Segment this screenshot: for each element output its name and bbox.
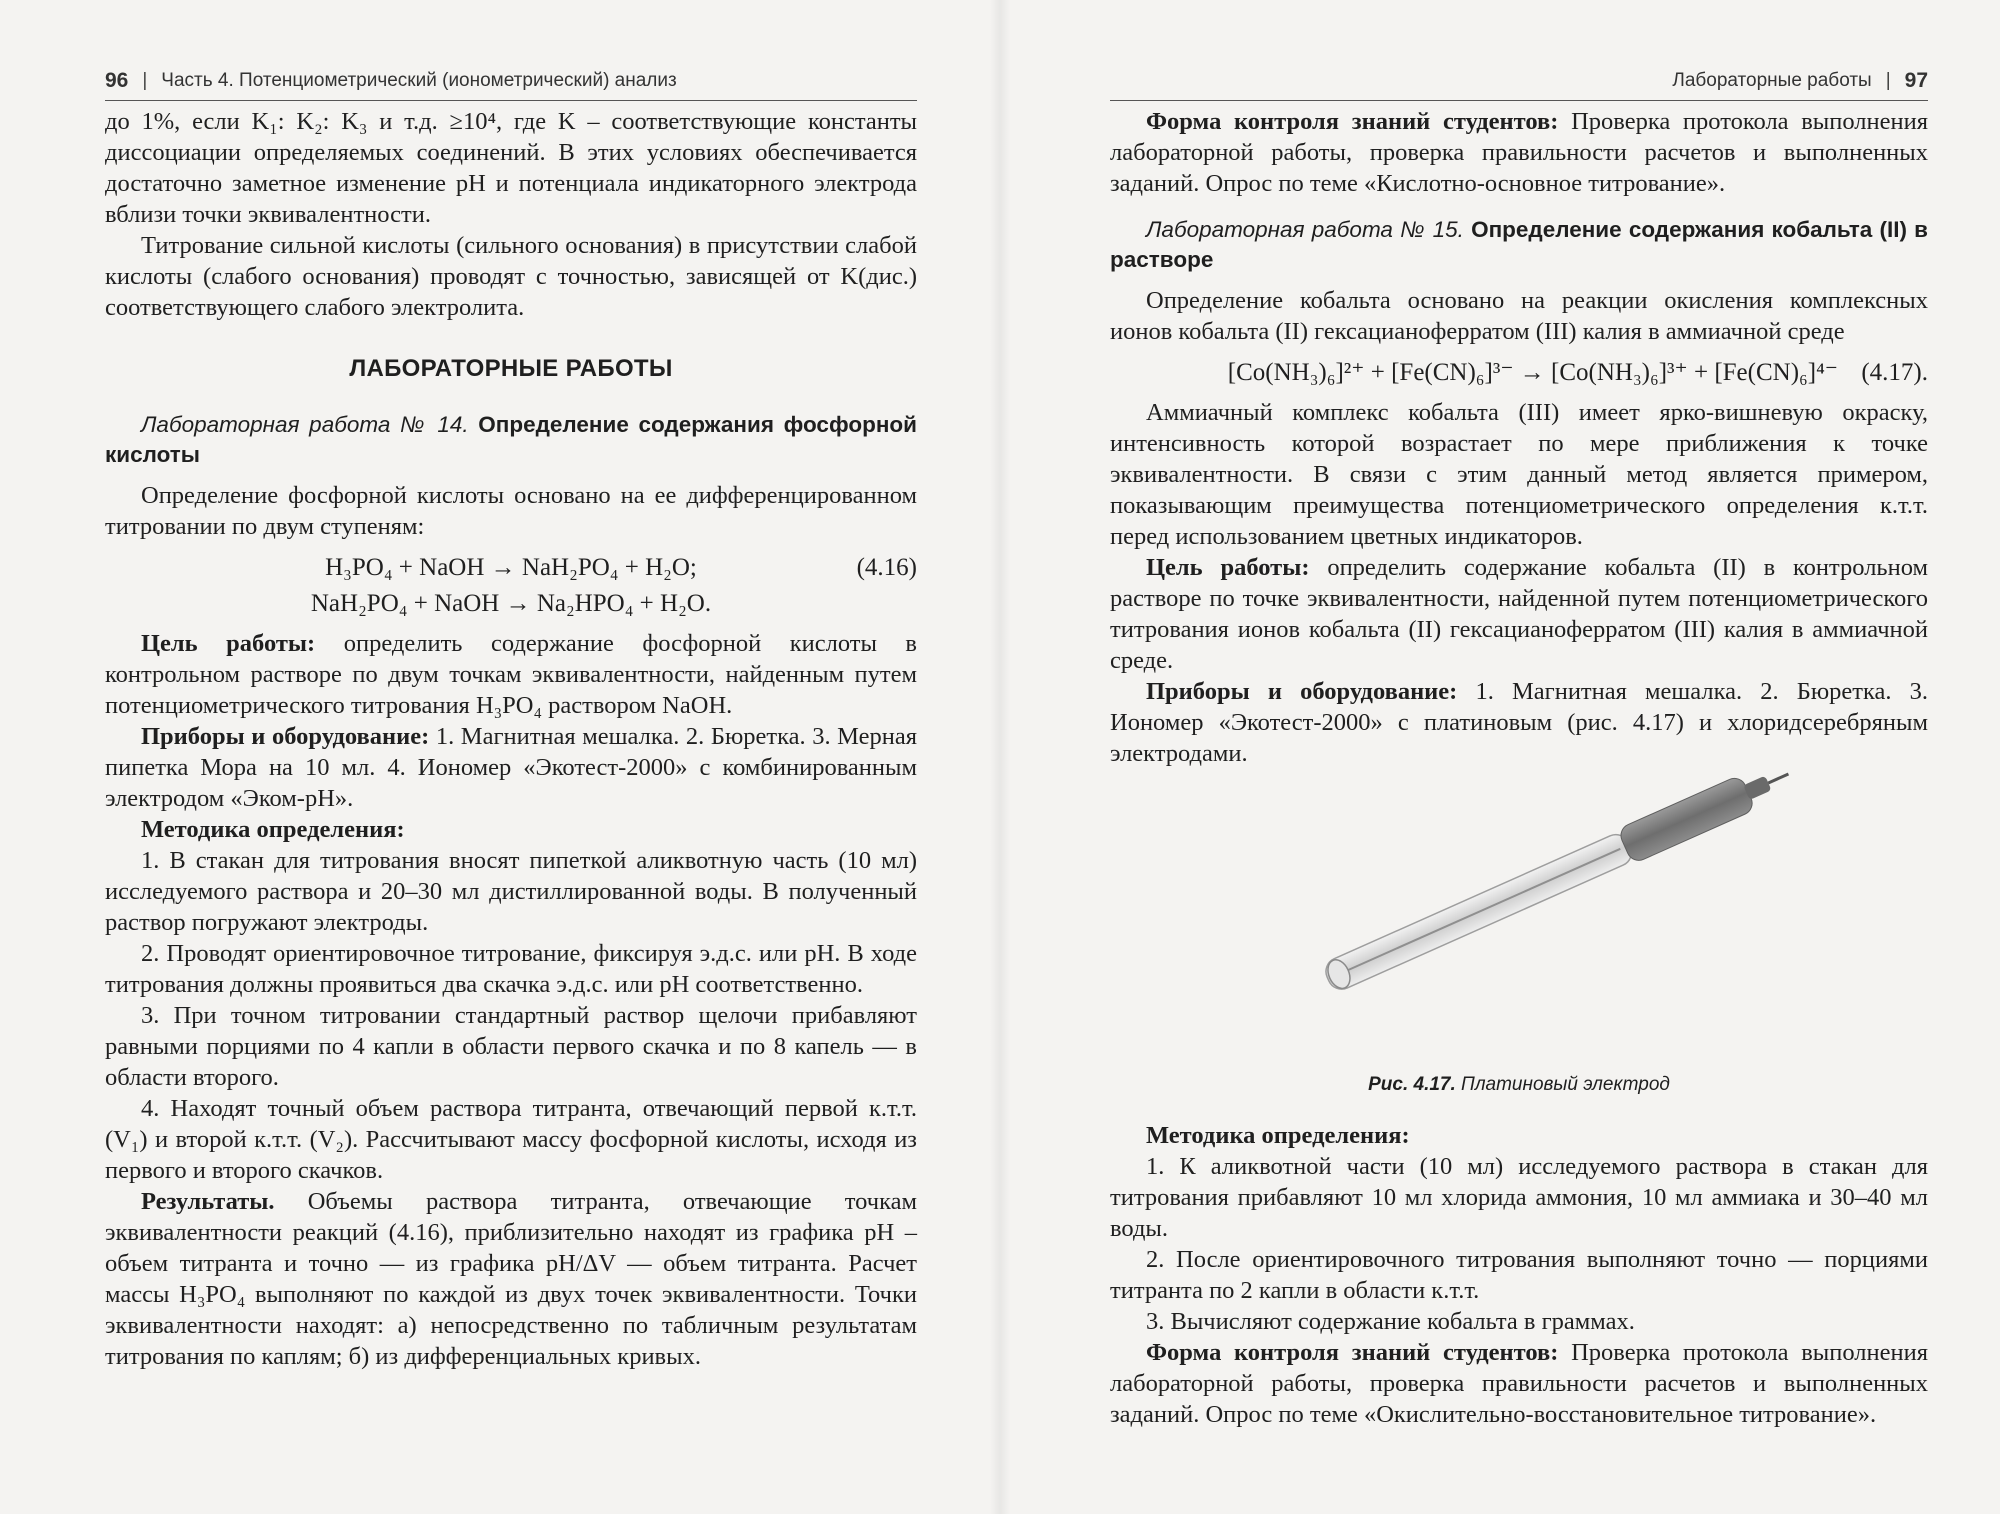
platinum-electrode-illustration [1110, 769, 1928, 1069]
method-step: 2. После ориентировочного титрования выполняют точно — порциями титранта по 2 капли в области к.т.т. [1110, 1246, 1928, 1304]
right-page-header [1110, 62, 1928, 101]
goal-paragraph [1110, 552, 1928, 676]
lab-14-title [105, 410, 917, 470]
control-text: Проверка протокола выполнения лабораторной работы, проверка правильности расчетов и выполненных заданий. Опрос по теме «Окислительно-восстановительное титрование». [1110, 1339, 1928, 1428]
equation-4-16 [105, 550, 917, 586]
equation-line: [Co(NH₃)₆]²⁺ + [Fe(CN)₆]³⁻ → [Co(NH₃)₆]³⁺ + [Fe(CN)₆]⁴⁻ [1227, 359, 1838, 386]
method-step: 3. При точном титровании стандартный раствор щелочи прибавляют равными порциями по 4 капли в области первого скачка и по 8 капель — в области второго. [105, 1002, 917, 1091]
goal-label: Цель работы: [1146, 554, 1310, 581]
method-label: Методика определения: [1146, 1122, 1410, 1149]
paragraph: Аммиачный комплекс кобальта (III) имеет ярко-вишневую окраску, интенсивность которой возрастает по мере приближения к точке эквивалентности. В связи с этим данный метод является примером, показывающим преимущества потенциометрического определения к.т.т. перед использованием цветных индикаторов. [1110, 399, 1928, 550]
goal-text: определить содержание фосфорной кислоты в контрольном растворе по двум точкам эквивалентности, найденным путем потенциометрического титрования H₃PO₄ раствором NaOH. [105, 630, 918, 719]
method-step: 2. Проводят ориентировочное титрование, фиксируя э.д.с. или pH. В ходе титрования должны проявиться два скачка э.д.с. или pH соответственно. [105, 940, 917, 998]
equation-line: H₃PO₄ + NaOH → NaH₂PO₄ + H₂O; [325, 554, 697, 581]
section-title: ЛАБОРАТОРНЫЕ РАБОТЫ [349, 355, 673, 382]
left-page-content [105, 106, 917, 1372]
figure-caption [1110, 1069, 1928, 1100]
left-page-header [105, 62, 917, 101]
paragraph: до 1%, если K₁: K₂: K₃ и т.д. ≥10⁴, где K – соответствующие константы диссоциации определяемых соединений. В этих условиях обеспечивается достаточно заметное изменение pH и потенциала индикаторного электрода вблизи точки эквивалентности. [105, 108, 917, 228]
method-step: 3. Вычисляют содержание кобальта в граммах. [1146, 1308, 1635, 1335]
paragraph: Определение фосфорной кислоты основано на ее дифференцированном титровании по двум ступеням: [105, 482, 917, 540]
goal-label: Цель работы: [141, 630, 316, 657]
equipment-label: Приборы и оборудование: [1146, 678, 1458, 705]
results-paragraph [105, 1186, 917, 1372]
lab-label: Лабораторная работа № 15. [1146, 217, 1464, 242]
control-paragraph [1110, 106, 1928, 199]
paragraph: Титрование сильной кислоты (сильного основания) в присутствии слабой кислоты (слабого основания) проводят с точностью, зависящей от K(дис.) соответствующего слабого электролита. [105, 232, 917, 321]
header-separator: | [142, 70, 148, 91]
page-number: 97 [1904, 69, 1928, 92]
lab-15-title [1110, 215, 1928, 275]
control-label: Форма контроля знаний студентов: [1146, 108, 1559, 135]
control-paragraph [1110, 1337, 1928, 1430]
header-separator: | [1885, 70, 1891, 91]
lab-name: Определение содержания кобальта (II) в растворе [1110, 217, 1928, 272]
running-title: Лабораторные работы [1672, 70, 1872, 91]
method-step: 1. В стакан для титрования вносят пипеткой аликвотную часть (10 мл) исследуемого раствора и 20–30 мл дистиллированной воды. В полученный раствор погружают электроды. [105, 847, 917, 936]
equation-4-17 [1110, 355, 1928, 391]
equipment-paragraph [1110, 676, 1928, 769]
lab-label: Лабораторная работа № 14. [141, 412, 469, 437]
equipment-text: 1. Магнитная мешалка. 2. Бюретка. 3. Иономер «Экотест-2000» с платиновым (рис. 4.17) и хлоридсеребряным электродами. [1110, 678, 1928, 767]
right-page [1000, 0, 2000, 1514]
figure-caption-text: Платиновый электрод [1461, 1074, 1670, 1095]
right-page-content [1110, 106, 1928, 1430]
goal-paragraph [105, 628, 917, 721]
running-title: Часть 4. Потенциометрический (ионометрический) анализ [161, 70, 677, 91]
equipment-paragraph [105, 721, 917, 814]
control-text: Проверка протокола выполнения лабораторной работы, проверка правильности расчетов и выполненных заданий. Опрос по теме «Кислотно-основное титрование». [1110, 108, 1928, 197]
goal-text: определить содержание кобальта (II) в контрольном растворе по точке эквивалентности, найденной путем потенциометрического титрования ионов кобальта (II) гексацианоферратом (III) калия в аммиачной среде. [1110, 554, 1928, 674]
figure-label: Рис. 4.17. [1368, 1074, 1456, 1095]
page-number: 96 [105, 69, 129, 92]
lab-name: Определение содержания фосфорной кислоты [105, 412, 917, 467]
method-label: Методика определения: [141, 816, 405, 843]
paragraph: Определение кобальта основано на реакции окисления комплексных ионов кобальта (II) гексацианоферратом (III) калия в аммиачной среде [1110, 287, 1928, 345]
results-text: Объемы раствора титранта, отвечающие точкам эквивалентности реакций (4.16), приблизительно находят из графика pH – объем титранта и точно — из графика pH/ΔV — объем титранта. Расчет массы H₃PO₄ выполняют по каждой из двух точек эквивалентности. Точки эквивалентности находят: а) непосредственно по табличным результатам титрования по каплям; б) из дифференциальных кривых. [105, 1188, 918, 1370]
method-step: 4. Находят точный объем раствора титранта, отвечающий первой к.т.т. (V₁) и второй к.т.т. (V₂). Рассчитывают массу фосфорной кислоты, исходя из первого и второго скачков. [105, 1095, 917, 1184]
equation-number: (4.17). [1861, 359, 1928, 386]
control-label: Форма контроля знаний студентов: [1146, 1339, 1559, 1366]
method-step: 1. К аликвотной части (10 мл) исследуемого раствора в стакан для титрования прибавляют 10 мл хлорида аммония, 10 мл аммиака и 30–40 мл воды. [1110, 1153, 1928, 1242]
equation-4-16-line2 [105, 586, 917, 622]
equation-line: NaH₂PO₄ + NaOH → Na₂HPO₄ + H₂O. [310, 590, 712, 617]
results-label: Результаты. [141, 1188, 275, 1215]
figure-4-17 [1110, 769, 1928, 1069]
equation-number: (4.16) [856, 554, 917, 581]
equipment-text: 1. Магнитная мешалка. 2. Бюретка. 3. Мерная пипетка Мора на 10 мл. 4. Иономер «Экотест-2000» с комбинированным электродом «Эком-pH». [105, 723, 917, 812]
equipment-label: Приборы и оборудование: [141, 723, 430, 750]
